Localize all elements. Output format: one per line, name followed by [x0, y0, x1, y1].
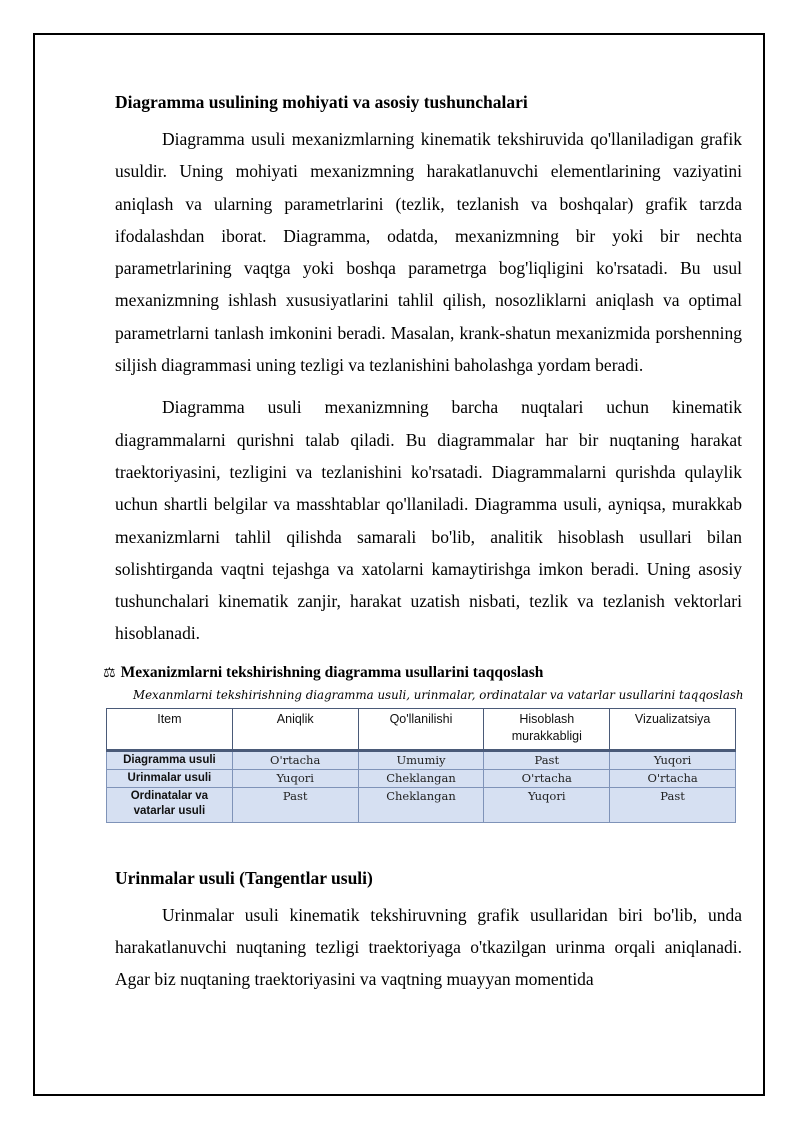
scale-icon: ⚖ [103, 664, 116, 681]
table-title [103, 662, 742, 684]
paragraph: Diagramma usuli mexanizmning barcha nuqtalari uchun kinematik diagrammalarni qurishni talab qiladi. Bu diagrammalar har bir nuqtaning harakat traektoriyasini, tezligini va tezlanishini ko'rsatadi. Diagrammalarni qurishda qulaylik uchun shartli belgilar va masshtablar qo'llaniladi. Diagramma usuli, ayniqsa, murakkab mexanizmlarni tahlil qilishda samarali bo'lib, analitik hisoblash usullari bilan solishtirganda vaqtni tejashga va xatolarni kamaytirishga imkon beradi. Uning asosiy tushunchalari kinematik zanjir, harakat uzatish nisbati, tezlik va tezlanish vektorlari hisoblanadi. [115, 397, 742, 644]
row-label: Ordinatalar va vatarlar usuli [107, 787, 233, 822]
table-cell: O'rtacha [484, 769, 610, 787]
row-label: Diagramma usuli [107, 750, 233, 769]
table-cell: O'rtacha [232, 750, 358, 769]
column-header: Hisoblash murakkabligi [484, 708, 610, 750]
table-row [107, 787, 736, 822]
document-body [103, 86, 744, 996]
section-heading: Diagramma usulining mohiyati va asosiy tushunchalari [115, 92, 528, 112]
table-caption: Mexanmlarni tekshirishning diagramma usuli, urinmalar, ordinatalar va vatarlar usullarini taqqoslash [133, 687, 744, 702]
table-cell: Yuqori [484, 787, 610, 822]
table-cell: Past [610, 787, 736, 822]
table-cell: Umumiy [358, 750, 484, 769]
table-cell: Cheklangan [358, 769, 484, 787]
row-label: Urinmalar usuli [107, 769, 233, 787]
paragraph: Diagramma usuli mexanizmlarning kinematik tekshiruvida qo'llaniladigan grafik usuldir. Uning mohiyati mexanizmning harakatlanuvchi elementlarining vaziyatini aniqlash va ularning parametrlarini (tezlik, tezlanish va boshqalar) grafik tarzda ifodalashdan iborat. Diagramma, odatda, mexanizmning bir yoki bir nechta parametrlarining vaqtga yoki boshqa parametrga bog'liqligini ko'rsatadi. Bu usul mexanizmning ishlash xususiyatlarini tahlil qilish, nosozliklarni aniqlash va optimal parametrlarni tanlash imkonini beradi. Masalan, krank-shatun mexanizmida porshenning siljish diagrammasi uning tezligi va tezlanishini baholashga yordam beradi. [115, 129, 742, 376]
table-cell: Yuqori [610, 750, 736, 769]
table-cell: Past [484, 750, 610, 769]
table-cell: Cheklangan [358, 787, 484, 822]
table-header-row [107, 708, 736, 750]
table-cell: Yuqori [232, 769, 358, 787]
table-cell: Past [232, 787, 358, 822]
table-row [107, 750, 736, 769]
table-title-text: Mexanizmlarni tekshirishning diagramma usullarini taqqoslash [120, 663, 544, 681]
column-header: Item [107, 708, 233, 750]
comparison-table [106, 708, 736, 823]
table-row [107, 769, 736, 787]
section-heading: Urinmalar usuli (Tangentlar usuli) [115, 867, 373, 888]
column-header: Qo'llanilishi [358, 708, 484, 750]
paragraph: Urinmalar usuli kinematik tekshiruvning grafik usullaridan biri bo'lib, unda harakatlanuvchi nuqtaning tezligi traektoriyaga o'tkazilgan urinma orqali aniqlanadi. Agar biz nuqtaning traektoriyasini va vaqtning muayyan momentida [115, 904, 742, 990]
column-header: Aniqlik [232, 708, 358, 750]
table-cell: O'rtacha [610, 769, 736, 787]
column-header: Vizualizatsiya [610, 708, 736, 750]
